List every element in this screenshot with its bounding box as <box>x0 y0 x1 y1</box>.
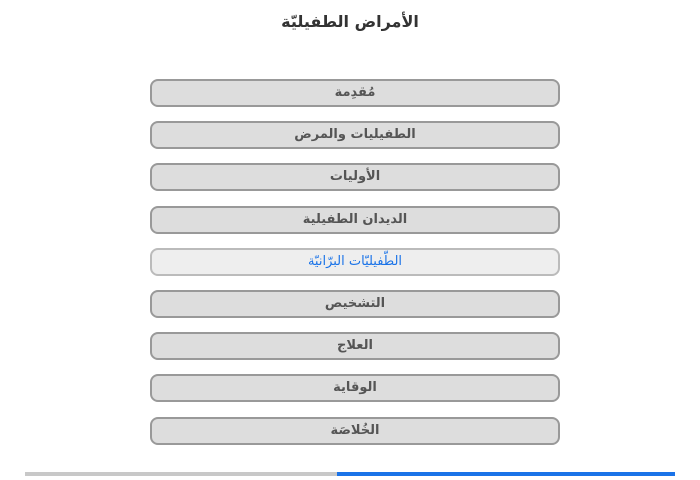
menu-item-introduction[interactable]: مُقدِمة <box>150 79 560 107</box>
page-title: الأمراض الطفيليّة <box>281 12 419 31</box>
menu-item-parasites-and-disease[interactable]: الطفيليات والمرض <box>150 121 560 149</box>
progress-bar-fill <box>337 472 675 476</box>
menu-item-treatment[interactable]: العلاج <box>150 332 560 360</box>
menu-item-prevention[interactable]: الوقاية <box>150 374 560 402</box>
menu-item-parasitic-worms[interactable]: الديدان الطفيلية <box>150 206 560 234</box>
menu-item-summary[interactable]: الخُلاصَة <box>150 417 560 445</box>
menu-item-diagnosis[interactable]: التشخيص <box>150 290 560 318</box>
menu-item-ectoparasites[interactable]: الطّفيليّات البرّانيّة <box>150 248 560 276</box>
menu-item-protozoa[interactable]: الأوليات <box>150 163 560 191</box>
progress-bar <box>25 472 675 476</box>
chapter-menu <box>150 79 560 459</box>
